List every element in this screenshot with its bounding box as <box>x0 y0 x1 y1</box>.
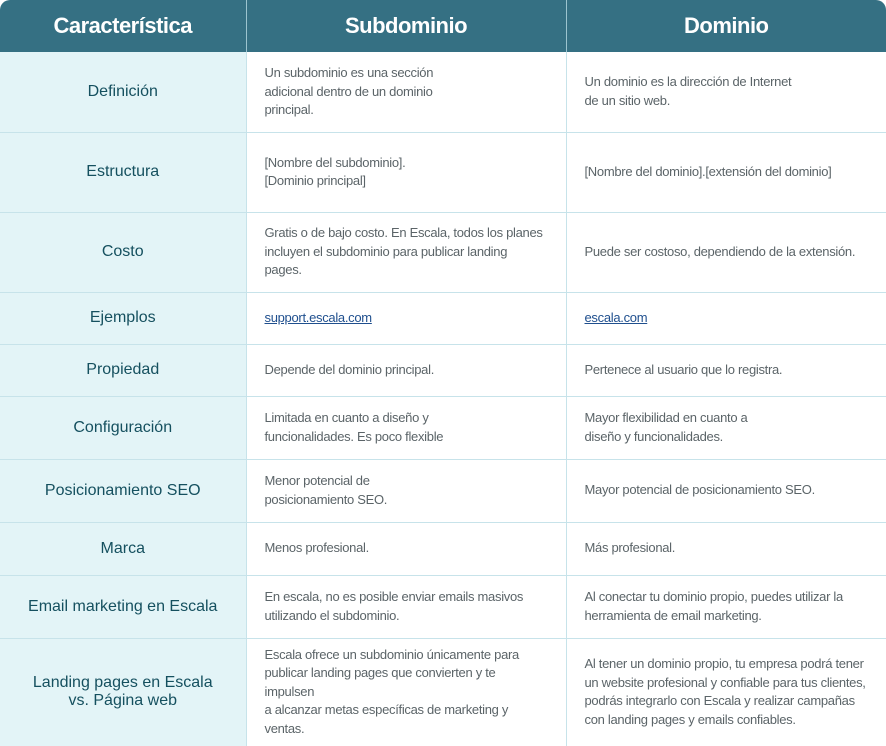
dominio-cell: Al tener un dominio propio, tu empresa podrá tener un website profesional y confiable para tus clientes, podrás integrarlo con Escala y realizar campañas con landing pages y emails confiables. <box>566 638 886 746</box>
feature-cell: Email marketing en Escala <box>0 575 246 638</box>
subdominio-cell <box>246 292 566 344</box>
feature-cell: Estructura <box>0 132 246 212</box>
domain-example-link[interactable]: escala.com <box>584 309 648 325</box>
table-row <box>0 52 886 132</box>
table-row <box>0 459 886 522</box>
table-row <box>0 638 886 746</box>
subdominio-cell: Escala ofrece un subdominio únicamente para publicar landing pages que convierten y te impulsen a alcanzar metas específicas de marketing y ventas. <box>246 638 566 746</box>
subdominio-cell: En escala, no es posible enviar emails masivos utilizando el subdominio. <box>246 575 566 638</box>
subdominio-cell: Menos profesional. <box>246 522 566 575</box>
dominio-cell: [Nombre del dominio].[extensión del dominio] <box>566 132 886 212</box>
dominio-cell: Mayor potencial de posicionamiento SEO. <box>566 459 886 522</box>
feature-cell: Landing pages en Escala vs. Página web <box>0 638 246 746</box>
subdominio-cell: Depende del dominio principal. <box>246 344 566 396</box>
table-row <box>0 344 886 396</box>
feature-cell: Marca <box>0 522 246 575</box>
subdominio-cell: [Nombre del subdominio]. [Dominio principal] <box>246 132 566 212</box>
dominio-cell <box>566 292 886 344</box>
table-row <box>0 396 886 459</box>
header-subdominio: Subdominio <box>246 0 566 52</box>
feature-cell: Costo <box>0 212 246 292</box>
dominio-cell: Mayor flexibilidad en cuanto a diseño y funcionalidades. <box>566 396 886 459</box>
table-row <box>0 522 886 575</box>
feature-cell: Propiedad <box>0 344 246 396</box>
subdomain-example-link[interactable]: support.escala.com <box>264 309 372 325</box>
table-row <box>0 575 886 638</box>
table-header-row <box>0 0 886 52</box>
feature-cell: Posicionamiento SEO <box>0 459 246 522</box>
dominio-cell: Al conectar tu dominio propio, puedes utilizar la herramienta de email marketing. <box>566 575 886 638</box>
table-row <box>0 292 886 344</box>
dominio-cell: Más profesional. <box>566 522 886 575</box>
table-row <box>0 212 886 292</box>
dominio-cell: Pertenece al usuario que lo registra. <box>566 344 886 396</box>
subdominio-cell: Gratis o de bajo costo. En Escala, todos los planes incluyen el subdominio para publicar landing pages. <box>246 212 566 292</box>
header-caracteristica: Característica <box>0 0 246 52</box>
header-dominio: Dominio <box>566 0 886 52</box>
feature-cell: Configuración <box>0 396 246 459</box>
table-row <box>0 132 886 212</box>
dominio-cell: Un dominio es la dirección de Internet de un sitio web. <box>566 52 886 132</box>
dominio-cell: Puede ser costoso, dependiendo de la extensión. <box>566 212 886 292</box>
subdominio-cell: Un subdominio es una sección adicional dentro de un dominio principal. <box>246 52 566 132</box>
subdominio-cell: Limitada en cuanto a diseño y funcionalidades. Es poco flexible <box>246 396 566 459</box>
feature-cell: Definición <box>0 52 246 132</box>
feature-cell: Ejemplos <box>0 292 246 344</box>
subdominio-cell: Menor potencial de posicionamiento SEO. <box>246 459 566 522</box>
